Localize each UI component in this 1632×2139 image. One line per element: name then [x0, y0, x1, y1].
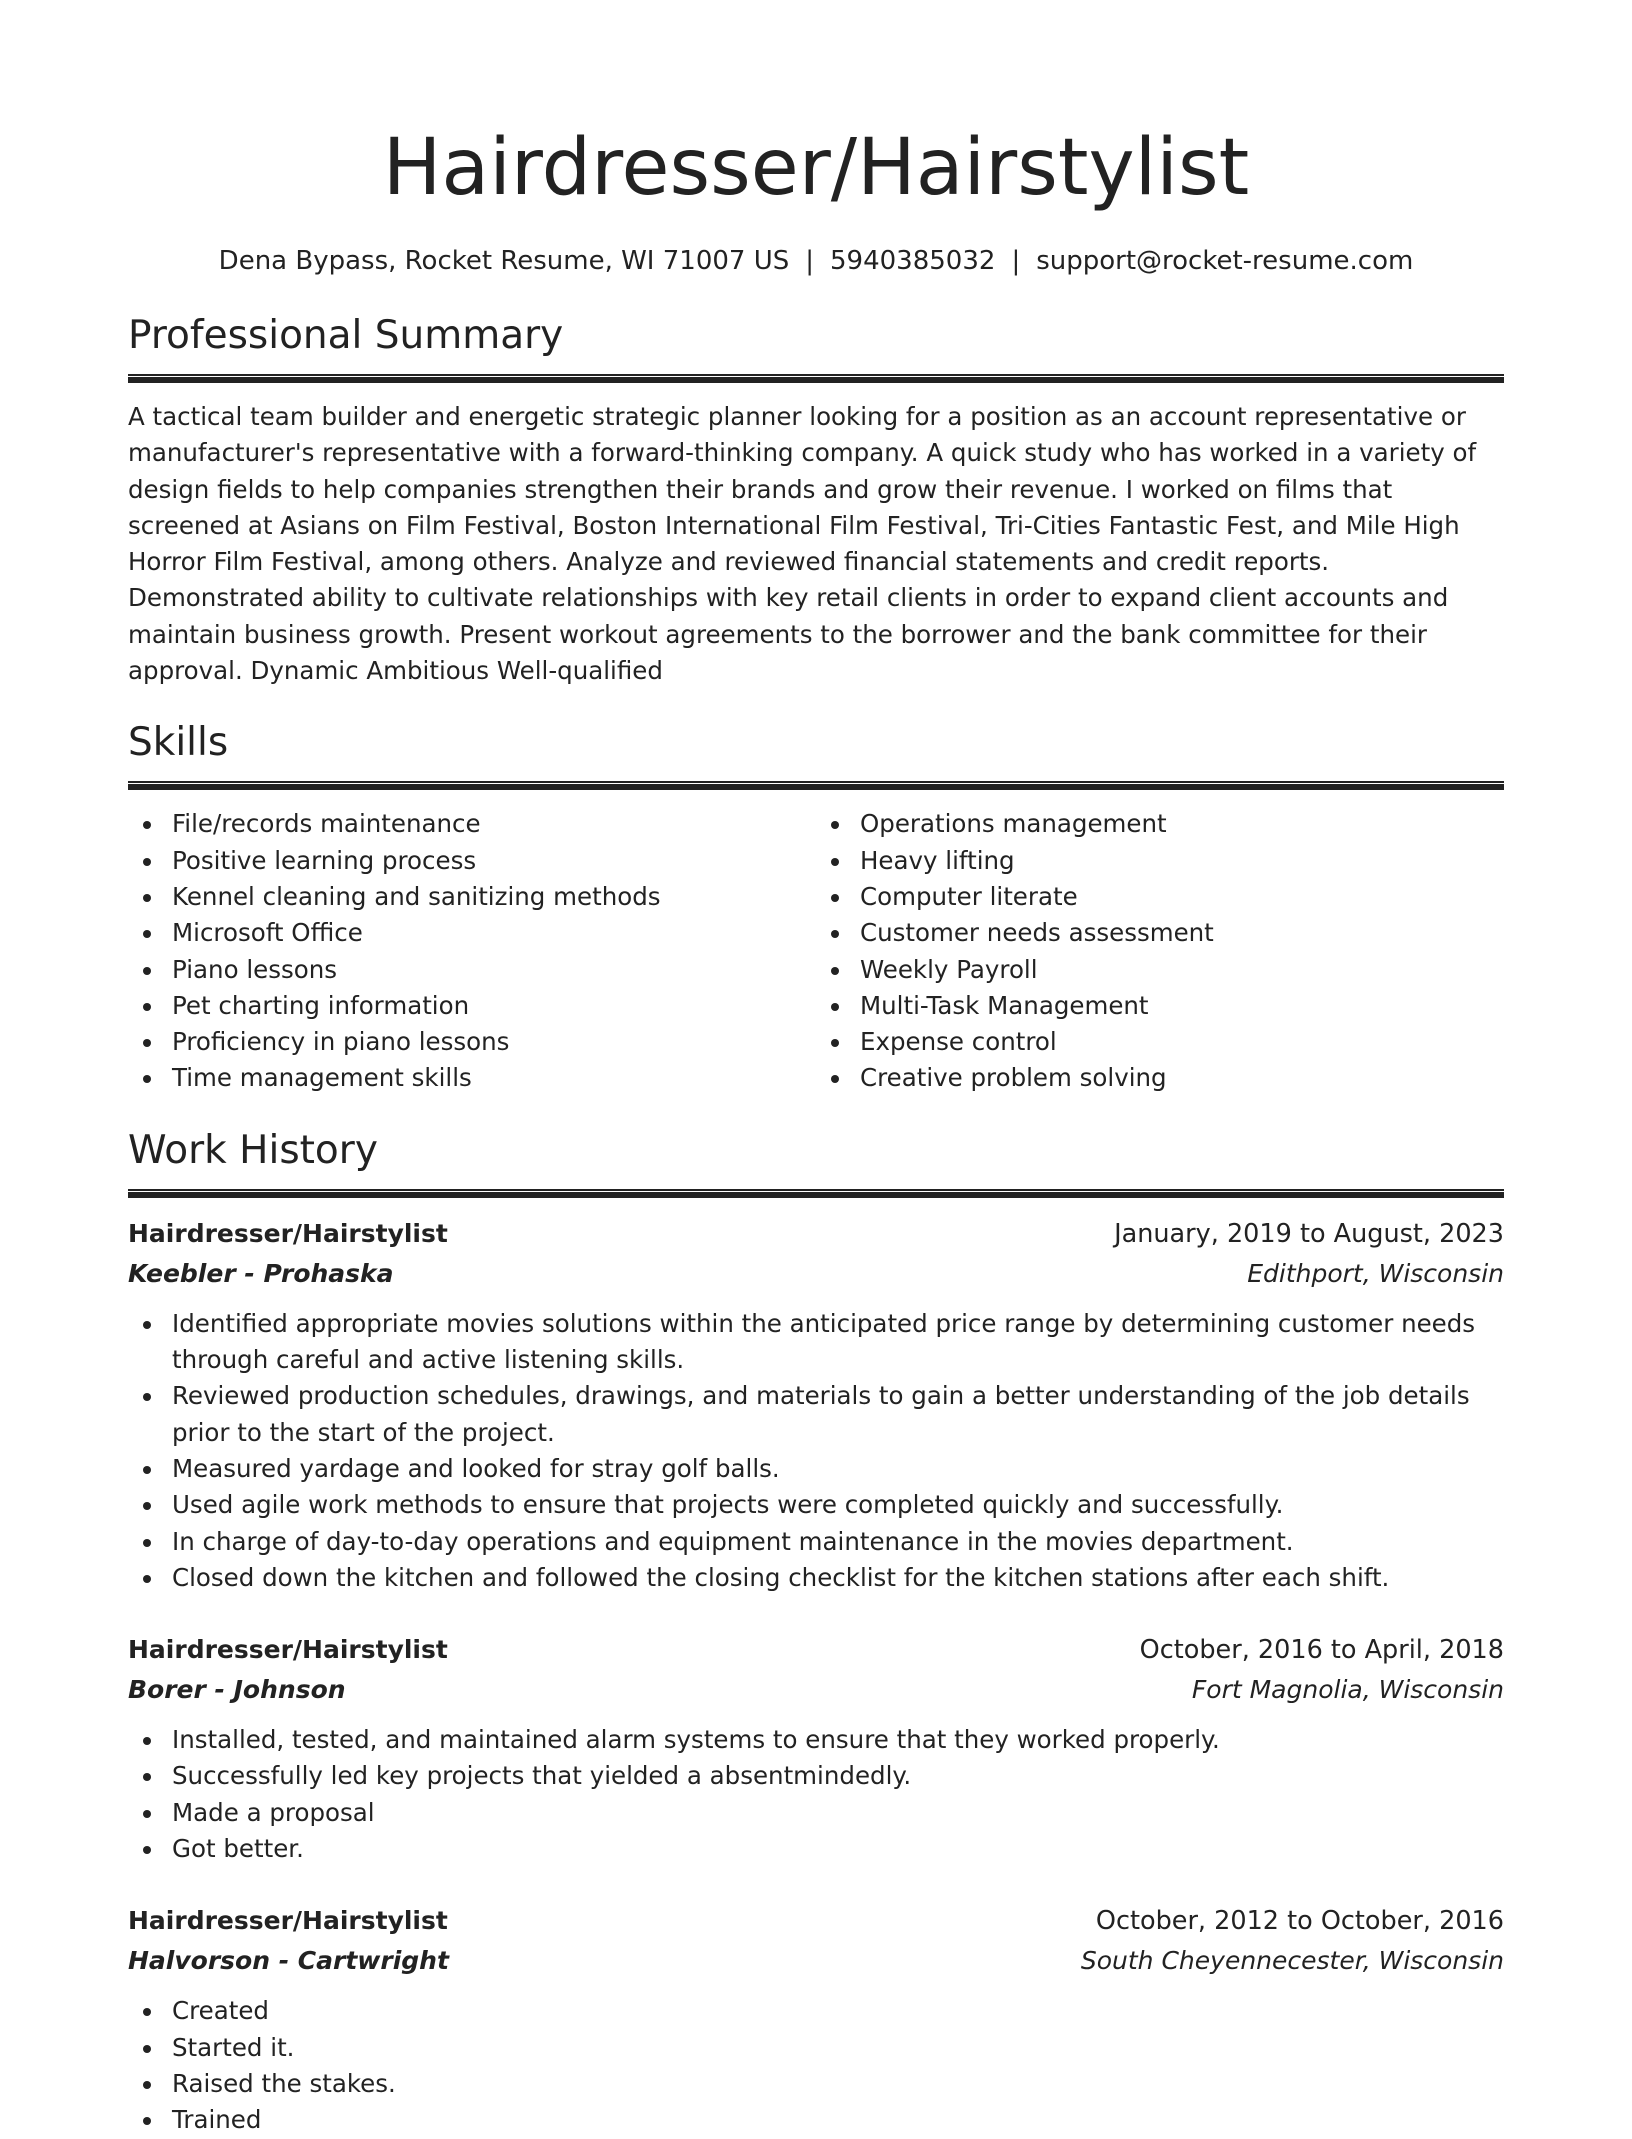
- job-entry: [128, 1214, 1504, 1596]
- job-company: Borer - Johnson: [128, 1675, 346, 1705]
- resume-title: Hairdresser/Hairstylist: [382, 123, 1250, 213]
- job-duty-item: Used agile work methods to ensure that projects were completed quickly and successfully.: [128, 1487, 1504, 1523]
- section-divider: [128, 781, 1504, 790]
- professional-summary-section: [128, 312, 1504, 689]
- job-title: Hairdresser/Hairstylist: [128, 1635, 448, 1665]
- job-duties-list: [128, 1306, 1504, 1596]
- skill-item: Computer literate: [816, 879, 1504, 915]
- job-duty-item: Created: [128, 1993, 1504, 2029]
- contact-phone: 5940385032: [830, 246, 996, 276]
- section-heading-work-history: Work History: [128, 1127, 378, 1173]
- skill-item: Multi-Task Management: [816, 988, 1504, 1024]
- job-entry: [128, 1901, 1504, 2138]
- job-duty-item: Identified appropriate movies solutions within the anticipated price range by determining customer needs through careful and active listening skills.: [128, 1306, 1504, 1379]
- section-divider: [128, 374, 1504, 383]
- job-employer-row: [128, 1670, 1504, 1710]
- skill-item: Time management skills: [128, 1060, 816, 1096]
- job-duty-item: Installed, tested, and maintained alarm systems to ensure that they worked properly.: [128, 1722, 1504, 1758]
- job-employer-row: [128, 1941, 1504, 1981]
- job-duties-list: [128, 1993, 1504, 2138]
- work-history-section: [128, 1127, 1504, 2139]
- job-company: Halvorson - Cartwright: [128, 1946, 449, 1976]
- job-duty-item: Closed down the kitchen and followed the closing checklist for the kitchen stations after each shift.: [128, 1560, 1504, 1596]
- contact-email: support@rocket-resume.com: [1036, 246, 1414, 276]
- skill-item: File/records maintenance: [128, 806, 816, 842]
- job-header-row: [128, 1214, 1504, 1254]
- skill-item: Proficiency in piano lessons: [128, 1024, 816, 1060]
- job-location: Fort Magnolia, Wisconsin: [1191, 1675, 1504, 1705]
- job-duty-item: Successfully led key projects that yielded a absentmindedly.: [128, 1758, 1504, 1794]
- job-duty-item: Made a proposal: [128, 1795, 1504, 1831]
- skill-item: Pet charting information: [128, 988, 816, 1024]
- job-location: Edithport, Wisconsin: [1247, 1258, 1504, 1288]
- skills-section: [128, 719, 1504, 1096]
- job-dates: January, 2019 to August, 2023: [1114, 1218, 1504, 1249]
- job-header-row: [128, 1630, 1504, 1670]
- skill-item: Operations management: [816, 806, 1504, 842]
- skill-item: Weekly Payroll: [816, 952, 1504, 988]
- summary-text: A tactical team builder and energetic strategic planner looking for a position as an account representative or manufacturer's representative with a forward-thinking company. A quick study who has worked in a variety of design fields to help companies strengthen their brands and grow their revenue. I worked on films that screened at Asians on Film Festival, Boston International Film Festival, Tri-Cities Fantastic Fest, and Mile High Horror Film Festival, among others. Analyze and reviewed financial statements and credit reports. Demonstrated ability to cultivate relationships with key retail clients in order to expand client accounts and maintain business growth. Present workout agreements to the borrower and the bank committee for their approval. Dynamic Ambitious Well-qualified: [128, 402, 1477, 686]
- skills-column-right: [816, 806, 1504, 1096]
- skill-item: Positive learning process: [128, 843, 816, 879]
- job-duty-item: Started it.: [128, 2030, 1504, 2066]
- section-heading-summary: Professional Summary: [128, 313, 564, 358]
- skill-item: Creative problem solving: [816, 1060, 1504, 1096]
- job-location: South Cheyennecester, Wisconsin: [1080, 1946, 1504, 1976]
- section-divider: [128, 1189, 1504, 1198]
- job-company: Keebler - Prohaska: [128, 1258, 394, 1288]
- job-duty-item: Raised the stakes.: [128, 2066, 1504, 2102]
- job-duty-item: Got better.: [128, 1831, 1504, 1867]
- skill-item: Microsoft Office: [128, 915, 816, 951]
- job-duty-item: Measured yardage and looked for stray golf balls.: [128, 1451, 1504, 1487]
- job-entry: [128, 1630, 1504, 1867]
- skill-item: Piano lessons: [128, 952, 816, 988]
- job-duty-item: Reviewed production schedules, drawings, and materials to gain a better understanding of the job details prior to the start of the project.: [128, 1378, 1504, 1451]
- skills-column-left: [128, 806, 816, 1096]
- skill-item: Expense control: [816, 1024, 1504, 1060]
- skills-grid: [128, 806, 1504, 1096]
- job-title: Hairdresser/Hairstylist: [128, 1906, 448, 1936]
- section-heading-skills: Skills: [128, 720, 229, 766]
- job-duty-item: In charge of day-to-day operations and equipment maintenance in the movies department.: [128, 1524, 1504, 1560]
- contact-address: Dena Bypass, Rocket Resume, WI 71007 US: [218, 246, 790, 276]
- job-duty-item: Trained: [128, 2102, 1504, 2138]
- contact-separator: |: [1011, 246, 1021, 276]
- contact-line: [128, 244, 1504, 278]
- job-header-row: [128, 1901, 1504, 1941]
- job-employer-row: [128, 1254, 1504, 1294]
- contact-separator: |: [805, 246, 815, 276]
- skill-item: Heavy lifting: [816, 843, 1504, 879]
- job-duties-list: [128, 1722, 1504, 1867]
- job-dates: October, 2012 to October, 2016: [1095, 1906, 1504, 1937]
- skill-item: Kennel cleaning and sanitizing methods: [128, 879, 816, 915]
- skill-item: Customer needs assessment: [816, 915, 1504, 951]
- job-title: Hairdresser/Hairstylist: [128, 1218, 448, 1248]
- job-dates: October, 2016 to April, 2018: [1139, 1635, 1504, 1666]
